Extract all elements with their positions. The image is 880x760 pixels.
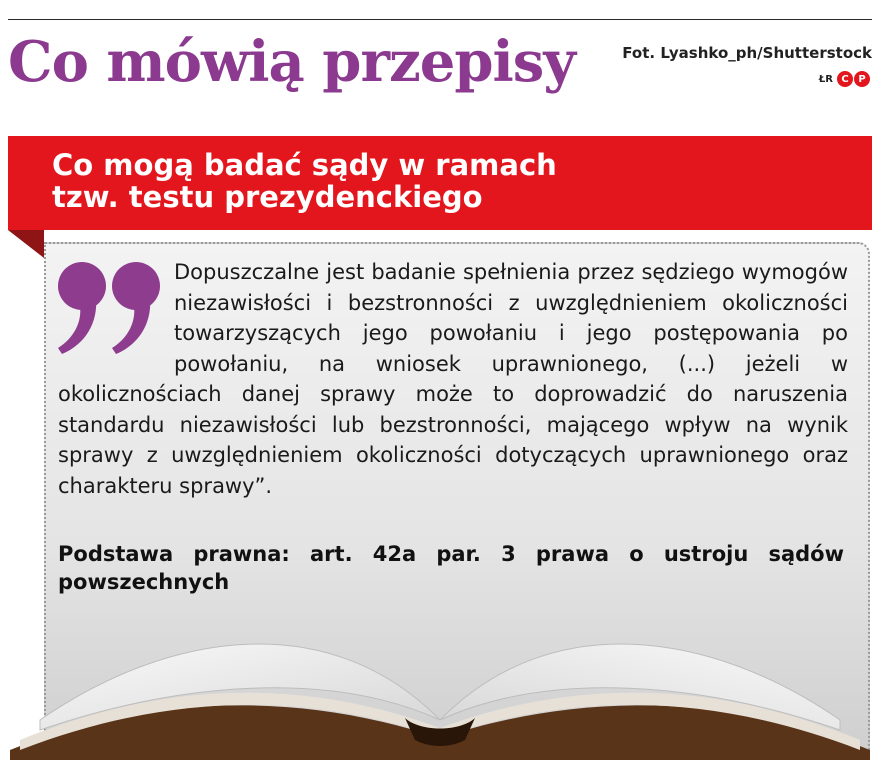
brand-logo-p: P (854, 71, 870, 87)
banner-title (52, 149, 752, 213)
brand-logo (837, 71, 870, 87)
photo-credit: Fot. Lyashko_ph/Shutterstock (622, 44, 872, 62)
brand-mark (819, 71, 870, 87)
top-rule (8, 19, 872, 20)
banner-fold (8, 230, 44, 258)
legal-basis: Podstawa prawna: art. 42a par. 3 prawa o ustroju sądów powszechnych (58, 542, 844, 594)
open-book-illustration (10, 600, 870, 760)
banner-title-line2: tzw. testu prezydenckiego (52, 180, 483, 214)
brand-logo-c: C (837, 71, 853, 87)
page-title: Co mówią przepisy (8, 29, 575, 95)
banner-title-line1: Co mogą badać sądy w ramach (52, 148, 557, 182)
brand-small-text: ŁR (818, 73, 833, 85)
quote-text: Dopuszczalne jest badanie spełnienia przez sędziego wymogów niezawisłości i bezstronności z uwzględnieniem okoliczności towarzyszących jego powołaniu i jego postępowania po powołaniu, na wniosek uprawnionego, (...) jeżeli w okolicznościach danej sprawy może to doprowadzić do naruszenia standardu niezawisłości lub bezstronności, mającego wpływ na wynik sprawy z uwzględnieniem okoliczności dotyczących uprawnionego oraz charakteru sprawy”. (58, 260, 848, 498)
